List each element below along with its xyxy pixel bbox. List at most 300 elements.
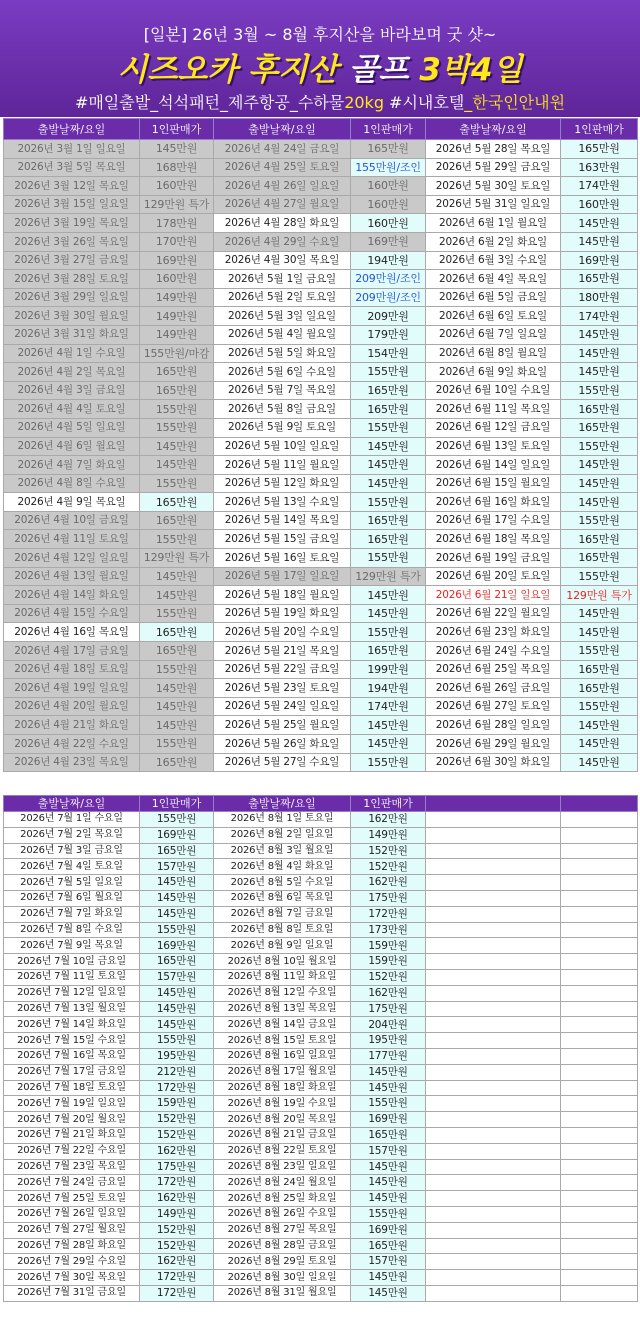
price-cell: 149만원 xyxy=(140,288,214,307)
table-row xyxy=(4,270,638,289)
table-row xyxy=(4,177,638,196)
price-cell: 155만원 xyxy=(561,697,638,716)
price-cell: 165만원 xyxy=(351,381,426,400)
price-cell: 194만원 xyxy=(351,251,426,270)
table-row xyxy=(4,623,638,642)
table-row xyxy=(4,1001,638,1017)
empty-cell xyxy=(561,1285,638,1301)
price-cell: 155만원/조인 xyxy=(351,158,426,177)
price-cell: 162만원 xyxy=(351,985,426,1001)
column-header-date: 출발날짜/요일 xyxy=(426,119,561,140)
table-row xyxy=(4,1159,638,1175)
departure-date-cell: 2026년 4월 9일 목요일 xyxy=(4,493,140,512)
empty-cell xyxy=(426,1017,561,1033)
column-header-empty xyxy=(426,796,561,812)
departure-date-cell: 2026년 4월 6일 월요일 xyxy=(4,437,140,456)
departure-date-cell: 2026년 4월 17일 금요일 xyxy=(4,642,140,661)
table-row xyxy=(4,716,638,735)
departure-date-cell: 2026년 8월 31일 월요일 xyxy=(214,1285,351,1301)
banner-title-duration: 3박4일 xyxy=(419,52,523,88)
departure-date-cell: 2026년 7월 19일 일요일 xyxy=(4,1096,140,1112)
table-body xyxy=(4,140,638,772)
price-cell: 152만원 xyxy=(351,843,426,859)
table-row xyxy=(4,511,638,530)
price-cell: 155만원 xyxy=(561,567,638,586)
price-cell: 155만원 xyxy=(140,474,214,493)
departure-date-cell: 2026년 8월 12일 수요일 xyxy=(214,985,351,1001)
departure-date-cell: 2026년 4월 14일 화요일 xyxy=(4,586,140,605)
price-cell: 165만원 xyxy=(140,753,214,772)
departure-date-cell: 2026년 7월 17일 금요일 xyxy=(4,1064,140,1080)
price-cell: 159만원 xyxy=(351,938,426,954)
price-cell: 162만원 xyxy=(140,1191,214,1207)
price-cell: 174만원 xyxy=(561,177,638,196)
empty-cell xyxy=(561,1064,638,1080)
table-row xyxy=(4,1222,638,1238)
price-cell: 152만원 xyxy=(140,1222,214,1238)
empty-cell xyxy=(426,1096,561,1112)
table-row xyxy=(4,288,638,307)
departure-date-cell: 2026년 5월 10일 일요일 xyxy=(214,437,351,456)
price-cell: 169만원 xyxy=(351,1222,426,1238)
price-cell: 155만원 xyxy=(140,530,214,549)
departure-date-cell: 2026년 7월 26일 일요일 xyxy=(4,1206,140,1222)
departure-date-cell: 2026년 8월 9일 일요일 xyxy=(214,938,351,954)
price-cell: 165만원 xyxy=(561,549,638,568)
departure-date-cell: 2026년 5월 26일 화요일 xyxy=(214,735,351,754)
price-cell: 169만원 xyxy=(140,251,214,270)
table-row xyxy=(4,344,638,363)
table-row xyxy=(4,307,638,326)
table-row xyxy=(4,140,638,159)
departure-date-cell: 2026년 5월 23일 토요일 xyxy=(214,679,351,698)
departure-date-cell: 2026년 7월 25일 토요일 xyxy=(4,1191,140,1207)
departure-date-cell: 2026년 4월 10일 금요일 xyxy=(4,511,140,530)
departure-date-cell: 2026년 4월 21일 화요일 xyxy=(4,716,140,735)
table-row xyxy=(4,567,638,586)
price-cell: 155만원 xyxy=(561,511,638,530)
departure-date-cell: 2026년 7월 11일 토요일 xyxy=(4,969,140,985)
price-cell: 145만원 xyxy=(140,985,214,1001)
departure-date-cell: 2026년 6월 3일 수요일 xyxy=(426,251,561,270)
price-cell: 145만원 xyxy=(351,604,426,623)
price-cell: 169만원 xyxy=(140,938,214,954)
price-cell: 145만원 xyxy=(561,474,638,493)
price-cell: 145만원 xyxy=(561,214,638,233)
price-cell: 165만원 xyxy=(351,1238,426,1254)
departure-date-cell: 2026년 6월 4일 목요일 xyxy=(426,270,561,289)
price-cell: 209만원/조인 xyxy=(351,288,426,307)
table-row xyxy=(4,1143,638,1159)
price-cell: 180만원 xyxy=(561,288,638,307)
empty-cell xyxy=(426,1238,561,1254)
price-cell: 165만원 xyxy=(351,400,426,419)
price-cell: 155만원 xyxy=(561,437,638,456)
departure-date-cell: 2026년 6월 24일 수요일 xyxy=(426,642,561,661)
price-cell: 212만원 xyxy=(140,1064,214,1080)
departure-date-cell: 2026년 3월 26일 목요일 xyxy=(4,232,140,251)
departure-date-cell: 2026년 5월 2일 토요일 xyxy=(214,288,351,307)
price-cell: 145만원 xyxy=(351,474,426,493)
departure-date-cell: 2026년 7월 29일 수요일 xyxy=(4,1254,140,1270)
price-cell: 145만원 xyxy=(561,493,638,512)
table-row xyxy=(4,642,638,661)
departure-date-cell: 2026년 8월 13일 목요일 xyxy=(214,1001,351,1017)
departure-date-cell: 2026년 8월 6일 목요일 xyxy=(214,890,351,906)
departure-date-cell: 2026년 3월 29일 일요일 xyxy=(4,288,140,307)
price-cell: 162만원 xyxy=(351,812,426,828)
price-cell: 145만원 xyxy=(561,753,638,772)
price-cell: 165만원 xyxy=(140,493,214,512)
price-cell: 174만원 xyxy=(561,307,638,326)
departure-date-cell: 2026년 8월 25일 화요일 xyxy=(214,1191,351,1207)
departure-date-cell: 2026년 8월 2일 일요일 xyxy=(214,827,351,843)
price-cell: 175만원 xyxy=(351,1001,426,1017)
price-cell: 165만원 xyxy=(140,642,214,661)
price-cell: 162만원 xyxy=(140,1254,214,1270)
price-cell: 145만원 xyxy=(561,456,638,475)
price-cell: 165만원 xyxy=(351,642,426,661)
price-cell: 165만원 xyxy=(561,270,638,289)
price-cell: 209만원 xyxy=(351,307,426,326)
price-cell: 145만원 xyxy=(351,586,426,605)
departure-date-cell: 2026년 8월 21일 금요일 xyxy=(214,1127,351,1143)
table-row xyxy=(4,1096,638,1112)
departure-date-cell: 2026년 4월 22일 수요일 xyxy=(4,735,140,754)
departure-date-cell: 2026년 6월 16일 화요일 xyxy=(426,493,561,512)
departure-date-cell: 2026년 6월 25일 목요일 xyxy=(426,660,561,679)
departure-date-cell: 2026년 5월 18일 월요일 xyxy=(214,586,351,605)
empty-cell xyxy=(561,812,638,828)
departure-date-cell: 2026년 5월 19일 화요일 xyxy=(214,604,351,623)
departure-date-cell: 2026년 3월 30일 월요일 xyxy=(4,307,140,326)
table-row xyxy=(4,827,638,843)
table-row xyxy=(4,400,638,419)
departure-date-cell: 2026년 5월 21일 목요일 xyxy=(214,642,351,661)
price-cell: 145만원 xyxy=(140,140,214,159)
departure-date-cell: 2026년 5월 5일 화요일 xyxy=(214,344,351,363)
departure-date-cell: 2026년 4월 7일 화요일 xyxy=(4,456,140,475)
price-cell: 172만원 xyxy=(140,1175,214,1191)
price-cell: 155만원 xyxy=(351,1096,426,1112)
departure-date-cell: 2026년 6월 9일 화요일 xyxy=(426,363,561,382)
departure-date-cell: 2026년 8월 30일 일요일 xyxy=(214,1270,351,1286)
departure-date-cell: 2026년 4월 8일 수요일 xyxy=(4,474,140,493)
price-cell: 162만원 xyxy=(351,875,426,891)
table-row xyxy=(4,418,638,437)
column-header-price: 1인판매가 xyxy=(140,796,214,812)
table-row xyxy=(4,1033,638,1049)
departure-date-cell: 2026년 7월 14일 화요일 xyxy=(4,1017,140,1033)
empty-cell xyxy=(426,1080,561,1096)
table-header-row xyxy=(4,119,638,140)
price-cell: 165만원 xyxy=(351,1127,426,1143)
empty-cell xyxy=(426,827,561,843)
departure-date-cell: 2026년 5월 15일 금요일 xyxy=(214,530,351,549)
departure-date-cell: 2026년 5월 20일 수요일 xyxy=(214,623,351,642)
departure-date-cell: 2026년 7월 27일 월요일 xyxy=(4,1222,140,1238)
price-cell: 145만원 xyxy=(140,586,214,605)
empty-cell xyxy=(561,938,638,954)
table-row xyxy=(4,530,638,549)
price-cell: 145만원 xyxy=(140,875,214,891)
table-row xyxy=(4,890,638,906)
departure-date-cell: 2026년 4월 23일 목요일 xyxy=(4,753,140,772)
departure-date-cell: 2026년 5월 27일 수요일 xyxy=(214,753,351,772)
table-row xyxy=(4,158,638,177)
departure-date-cell: 2026년 4월 12일 일요일 xyxy=(4,549,140,568)
price-cell: 165만원 xyxy=(351,511,426,530)
departure-date-cell: 2026년 6월 1일 월요일 xyxy=(426,214,561,233)
price-cell: 145만원 xyxy=(351,1064,426,1080)
empty-cell xyxy=(561,985,638,1001)
departure-date-cell: 2026년 8월 8일 토요일 xyxy=(214,922,351,938)
price-cell: 145만원 xyxy=(561,716,638,735)
price-cell: 157만원 xyxy=(140,969,214,985)
column-header-price: 1인판매가 xyxy=(561,119,638,140)
price-cell: 170만원 xyxy=(140,232,214,251)
departure-date-cell: 2026년 4월 11일 토요일 xyxy=(4,530,140,549)
departure-date-cell: 2026년 7월 12일 일요일 xyxy=(4,985,140,1001)
empty-cell xyxy=(426,1206,561,1222)
empty-cell xyxy=(426,906,561,922)
price-cell: 155만원 xyxy=(140,418,214,437)
departure-date-cell: 2026년 7월 3일 금요일 xyxy=(4,843,140,859)
departure-date-cell: 2026년 6월 22일 월요일 xyxy=(426,604,561,623)
price-cell: 165만원 xyxy=(140,381,214,400)
empty-cell xyxy=(426,875,561,891)
empty-cell xyxy=(426,1048,561,1064)
departure-date-cell: 2026년 7월 2일 목요일 xyxy=(4,827,140,843)
price-cell: 155만원 xyxy=(351,753,426,772)
departure-date-cell: 2026년 7월 21일 화요일 xyxy=(4,1127,140,1143)
table-row xyxy=(4,1285,638,1301)
column-header-date: 출발날짜/요일 xyxy=(4,119,140,140)
departure-date-cell: 2026년 6월 13일 토요일 xyxy=(426,437,561,456)
price-cell: 155만원 xyxy=(351,418,426,437)
departure-date-cell: 2026년 4월 16일 목요일 xyxy=(4,623,140,642)
empty-cell xyxy=(426,843,561,859)
departure-date-cell: 2026년 8월 1일 토요일 xyxy=(214,812,351,828)
departure-date-cell: 2026년 3월 15일 일요일 xyxy=(4,195,140,214)
departure-date-cell: 2026년 4월 2일 목요일 xyxy=(4,363,140,382)
price-cell: 160만원 xyxy=(351,177,426,196)
departure-date-cell: 2026년 8월 11일 화요일 xyxy=(214,969,351,985)
empty-cell xyxy=(561,859,638,875)
price-cell: 157만원 xyxy=(351,1143,426,1159)
price-cell: 152만원 xyxy=(351,969,426,985)
departure-date-cell: 2026년 4월 1일 수요일 xyxy=(4,344,140,363)
price-cell: 145만원 xyxy=(351,1080,426,1096)
price-cell: 195만원 xyxy=(351,1033,426,1049)
table-row xyxy=(4,363,638,382)
departure-date-cell: 2026년 4월 29일 수요일 xyxy=(214,232,351,251)
price-cell: 145만원 xyxy=(351,1285,426,1301)
promo-banner xyxy=(0,0,640,117)
empty-cell xyxy=(426,954,561,970)
departure-date-cell: 2026년 5월 13일 수요일 xyxy=(214,493,351,512)
table-row xyxy=(4,843,638,859)
table-row xyxy=(4,969,638,985)
departure-date-cell: 2026년 4월 5일 일요일 xyxy=(4,418,140,437)
table-row xyxy=(4,1080,638,1096)
departure-date-cell: 2026년 4월 24일 금요일 xyxy=(214,140,351,159)
table-row xyxy=(4,549,638,568)
price-cell: 160만원 xyxy=(140,270,214,289)
price-cell: 145만원 xyxy=(140,906,214,922)
price-cell: 152만원 xyxy=(140,1112,214,1128)
price-cell: 172만원 xyxy=(140,1285,214,1301)
price-cell: 172만원 xyxy=(351,906,426,922)
table-row xyxy=(4,1112,638,1128)
departure-date-cell: 2026년 8월 5일 수요일 xyxy=(214,875,351,891)
price-cell: 178만원 xyxy=(140,214,214,233)
price-cell: 155만원 xyxy=(351,549,426,568)
departure-date-cell: 2026년 6월 11일 목요일 xyxy=(426,400,561,419)
departure-date-cell: 2026년 6월 19일 금요일 xyxy=(426,549,561,568)
empty-cell xyxy=(561,827,638,843)
empty-cell xyxy=(426,1112,561,1128)
table-row xyxy=(4,604,638,623)
empty-cell xyxy=(426,1191,561,1207)
table-row xyxy=(4,985,638,1001)
price-cell: 155만원/마감 xyxy=(140,344,214,363)
departure-date-cell: 2026년 4월 3일 금요일 xyxy=(4,381,140,400)
table-row xyxy=(4,922,638,938)
price-cell: 165만원 xyxy=(351,140,426,159)
departure-date-cell: 2026년 4월 15일 수요일 xyxy=(4,604,140,623)
departure-date-cell: 2026년 8월 10일 월요일 xyxy=(214,954,351,970)
departure-date-cell: 2026년 7월 16일 목요일 xyxy=(4,1048,140,1064)
price-cell: 145만원 xyxy=(140,679,214,698)
price-cell: 165만원 xyxy=(561,530,638,549)
price-cell: 145만원 xyxy=(140,1017,214,1033)
empty-cell xyxy=(426,890,561,906)
departure-date-cell: 2026년 6월 27일 토요일 xyxy=(426,697,561,716)
departure-date-cell: 2026년 7월 8일 수요일 xyxy=(4,922,140,938)
table-row xyxy=(4,1175,638,1191)
departure-date-cell: 2026년 8월 7일 금요일 xyxy=(214,906,351,922)
departure-date-cell: 2026년 7월 4일 토요일 xyxy=(4,859,140,875)
departure-date-cell: 2026년 5월 14일 목요일 xyxy=(214,511,351,530)
departure-date-cell: 2026년 5월 28일 목요일 xyxy=(426,140,561,159)
empty-cell xyxy=(426,812,561,828)
price-table-jul-aug xyxy=(3,795,638,1302)
empty-cell xyxy=(561,1238,638,1254)
price-cell: 163만원 xyxy=(561,158,638,177)
banner-title xyxy=(0,52,640,88)
price-cell: 165만원 xyxy=(561,660,638,679)
departure-date-cell: 2026년 7월 1일 수요일 xyxy=(4,812,140,828)
departure-date-cell: 2026년 5월 8일 금요일 xyxy=(214,400,351,419)
departure-date-cell: 2026년 7월 30일 목요일 xyxy=(4,1270,140,1286)
price-cell: 145만원 xyxy=(561,735,638,754)
departure-date-cell: 2026년 6월 6일 토요일 xyxy=(426,307,561,326)
price-cell: 165만원 xyxy=(351,530,426,549)
departure-date-cell: 2026년 8월 27일 목요일 xyxy=(214,1222,351,1238)
price-cell: 145만원 xyxy=(351,456,426,475)
empty-cell xyxy=(426,1064,561,1080)
departure-date-cell: 2026년 3월 1일 일요일 xyxy=(4,140,140,159)
departure-date-cell: 2026년 4월 27일 월요일 xyxy=(214,195,351,214)
price-cell: 145만원 xyxy=(561,344,638,363)
empty-cell xyxy=(561,969,638,985)
table-row xyxy=(4,697,638,716)
departure-date-cell: 2026년 8월 20일 목요일 xyxy=(214,1112,351,1128)
departure-date-cell: 2026년 8월 29일 토요일 xyxy=(214,1254,351,1270)
price-cell: 145만원 xyxy=(140,1001,214,1017)
price-cell: 165만원 xyxy=(140,511,214,530)
empty-cell xyxy=(561,875,638,891)
price-cell: 145만원 xyxy=(561,623,638,642)
banner-subtitle: [일본] 26년 3월 ~ 8월 후지산을 바라보며 굿 샷~ xyxy=(143,25,497,44)
departure-date-cell: 2026년 4월 13일 월요일 xyxy=(4,567,140,586)
table-row xyxy=(4,214,638,233)
price-cell: 169만원 xyxy=(561,251,638,270)
empty-cell xyxy=(426,859,561,875)
departure-date-cell: 2026년 7월 22일 수요일 xyxy=(4,1143,140,1159)
price-cell: 160만원 xyxy=(140,177,214,196)
departure-date-cell: 2026년 7월 5일 일요일 xyxy=(4,875,140,891)
departure-date-cell: 2026년 3월 27일 금요일 xyxy=(4,251,140,270)
table-row xyxy=(4,954,638,970)
price-cell: 194만원 xyxy=(351,679,426,698)
price-cell: 155만원 xyxy=(561,381,638,400)
price-cell: 152만원 xyxy=(351,859,426,875)
departure-date-cell: 2026년 4월 25일 토요일 xyxy=(214,158,351,177)
price-cell: 129만원 특가 xyxy=(561,586,638,605)
empty-cell xyxy=(561,954,638,970)
departure-date-cell: 2026년 5월 7일 목요일 xyxy=(214,381,351,400)
banner-tag-baggage: 20kg xyxy=(344,93,384,112)
empty-cell xyxy=(561,1159,638,1175)
departure-date-cell: 2026년 5월 4일 월요일 xyxy=(214,325,351,344)
departure-date-cell: 2026년 5월 22일 금요일 xyxy=(214,660,351,679)
price-cell: 173만원 xyxy=(351,922,426,938)
price-cell: 159만원 xyxy=(351,954,426,970)
price-cell: 145만원 xyxy=(140,567,214,586)
empty-cell xyxy=(561,1048,638,1064)
departure-date-cell: 2026년 7월 7일 화요일 xyxy=(4,906,140,922)
departure-date-cell: 2026년 7월 23일 목요일 xyxy=(4,1159,140,1175)
empty-cell xyxy=(561,1033,638,1049)
empty-cell xyxy=(426,1127,561,1143)
departure-date-cell: 2026년 8월 4일 화요일 xyxy=(214,859,351,875)
departure-date-cell: 2026년 5월 3일 일요일 xyxy=(214,307,351,326)
banner-tags xyxy=(0,93,640,113)
price-cell: 145만원 xyxy=(351,1191,426,1207)
table-header-row xyxy=(4,796,638,812)
departure-date-cell: 2026년 8월 18일 화요일 xyxy=(214,1080,351,1096)
table-row xyxy=(4,753,638,772)
price-cell: 145만원 xyxy=(140,437,214,456)
banner-title-golf: 골프 xyxy=(337,52,420,88)
table-row xyxy=(4,859,638,875)
departure-date-cell: 2026년 8월 15일 토요일 xyxy=(214,1033,351,1049)
price-cell: 162만원 xyxy=(140,1143,214,1159)
empty-cell xyxy=(426,1270,561,1286)
price-cell: 155만원 xyxy=(351,1206,426,1222)
table-row xyxy=(4,679,638,698)
departure-date-cell: 2026년 7월 13일 월요일 xyxy=(4,1001,140,1017)
departure-date-cell: 2026년 5월 16일 토요일 xyxy=(214,549,351,568)
price-cell: 145만원 xyxy=(140,890,214,906)
price-cell: 165만원 xyxy=(140,843,214,859)
departure-date-cell: 2026년 8월 28일 금요일 xyxy=(214,1238,351,1254)
price-cell: 209만원/조인 xyxy=(351,270,426,289)
departure-date-cell: 2026년 6월 7일 일요일 xyxy=(426,325,561,344)
table-row xyxy=(4,1017,638,1033)
